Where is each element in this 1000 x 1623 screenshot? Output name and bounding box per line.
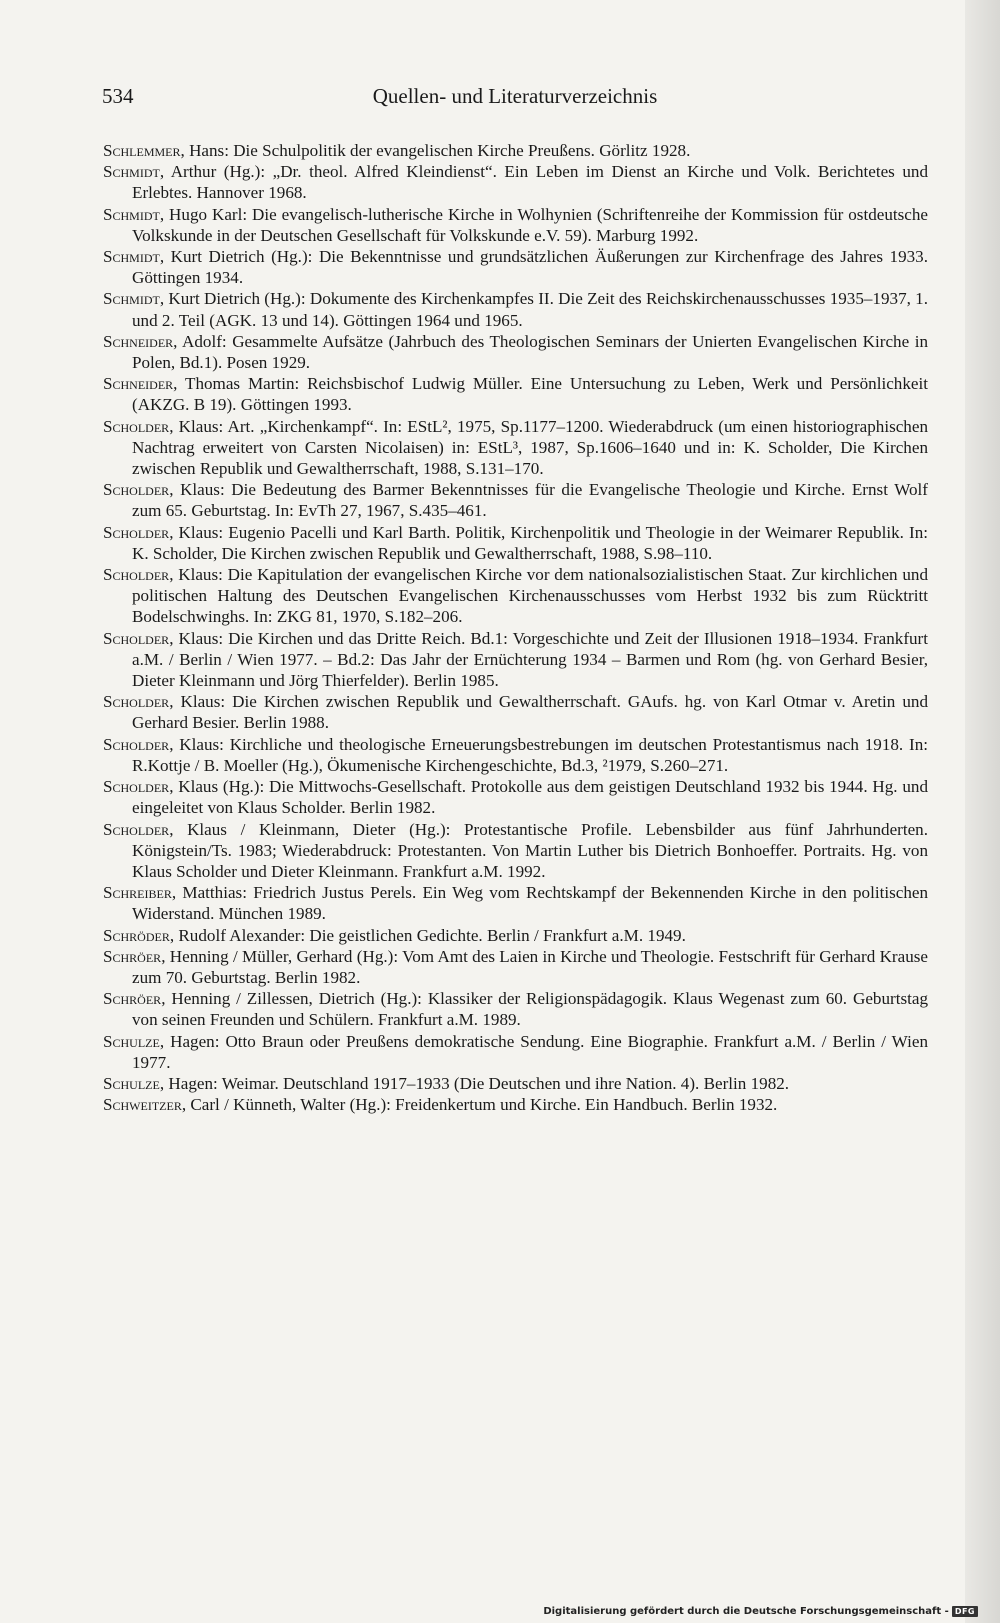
entry-author: Scholder	[103, 565, 170, 585]
entry-author: Schlemmer	[103, 141, 181, 160]
bibliography-entry	[103, 373, 928, 415]
page-edge	[965, 0, 1000, 1623]
entry-text: , Klaus (Hg.): Die Mittwochs-Gesellschaft. Protokolle aus dem geistigen Deutschland 1932 bis 1944. Hg. und eingeleitet von Klaus Scholder. Berlin 1982.	[132, 777, 928, 818]
entry-author: Schröer	[103, 946, 162, 966]
entry-text: , Matthias: Friedrich Justus Perels. Ein Weg vom Rechtskampf der Bekennenden Kirche in den politischen Widerstand. München 1989.	[132, 883, 928, 924]
bibliography-entry	[103, 161, 928, 203]
entry-text: , Klaus: Die Kirchen zwischen Republik und Gewaltherrschaft. GAufs. hg. von Karl Otmar v. Aretin und Gerhard Besier. Berlin 1988.	[132, 692, 928, 733]
entry-text: , Hugo Karl: Die evangelisch-lutherische Kirche in Wolhynien (Schriftenreihe der Kommission für ostdeutsche Volkskunde in der Deutschen Gesellschaft für Volkskunde e.V. 59). Marburg 1992.	[132, 204, 928, 245]
bibliography-entry	[103, 1073, 928, 1094]
entry-author: Scholder	[103, 734, 170, 754]
entry-author: Scholder	[103, 628, 170, 648]
entry-text: , Henning / Müller, Gerhard (Hg.): Vom Amt des Laien in Kirche und Theologie. Festschrift für Gerhard Krause zum 70. Geburtstag. Berlin 1982.	[132, 946, 928, 987]
entry-author: Schweitzer	[103, 1095, 182, 1115]
entry-text: , Klaus: Die Bedeutung des Barmer Bekenntnisses für die Evangelische Theologie und Kirche. Ernst Wolf zum 65. Geburtstag. In: EvTh 27, 1967, S.435–461.	[132, 480, 928, 521]
bibliography-entry	[103, 522, 928, 564]
bibliography-entry	[103, 1094, 928, 1115]
bibliography-entry	[103, 288, 928, 330]
entry-text: , Rudolf Alexander: Die geistlichen Gedichte. Berlin / Frankfurt a.M. 1949.	[169, 925, 686, 945]
entry-text: , Hans: Die Schulpolitik der evangelischen Kirche Preußens. Görlitz 1928.	[180, 141, 691, 160]
bibliography-entry	[103, 946, 928, 988]
footer-credit: Digitalisierung gefördert durch die Deutsche Forschungsgemeinschaft -	[543, 1606, 949, 1617]
entry-author: Schulze	[103, 1031, 160, 1051]
entry-text: , Kurt Dietrich (Hg.): Die Bekenntnisse und grundsätzlichen Äußerungen zur Kirchenfrage des Jahres 1933. Göttingen 1934.	[132, 247, 928, 288]
entry-author: Scholder	[103, 416, 170, 436]
entry-text: , Klaus: Kirchliche und theologische Erneuerungsbestrebungen im deutschen Protestantismus nach 1918. In: R.Kottje / B. Moeller (Hg.), Ökumenische Kirchengeschichte, Bd.3, ²1979, S.260–271.	[132, 734, 928, 775]
bibliography-entry	[103, 734, 928, 776]
entry-author: Schneider	[103, 374, 174, 394]
entry-text: , Henning / Zillessen, Dietrich (Hg.): Klassiker der Religionspädagogik. Klaus Wegenast zum 60. Geburtstag von seinen Freunden und Schülern. Frankfurt a.M. 1989.	[132, 989, 928, 1030]
entry-author: Schreiber	[103, 883, 172, 903]
entry-author: Schmidt	[103, 247, 160, 267]
dfg-logo-icon: DFG	[952, 1606, 978, 1617]
entry-author: Schmidt	[103, 162, 160, 182]
entry-text: , Thomas Martin: Reichsbischof Ludwig Müller. Eine Untersuchung zu Leben, Werk und Persönlichkeit (AKZG. B 19). Göttingen 1993.	[132, 374, 928, 415]
bibliography-entry	[103, 564, 928, 628]
bibliography-entry	[103, 479, 928, 521]
entry-author: Scholder	[103, 480, 170, 500]
bibliography-entry	[103, 776, 928, 818]
entry-text: , Kurt Dietrich (Hg.): Dokumente des Kirchenkampfes II. Die Zeit des Reichskirchenausschusses 1935–1937, 1. und 2. Teil (AGK. 13 und 14). Göttingen 1964 und 1965.	[132, 289, 928, 330]
entry-text: , Hagen: Otto Braun oder Preußens demokratische Sendung. Eine Biographie. Frankfurt a.M. / Berlin / Wien 1977.	[132, 1031, 928, 1072]
bibliography-entry	[103, 416, 928, 480]
entry-author: Scholder	[103, 692, 170, 712]
bibliography-entry	[103, 925, 928, 946]
entry-text: , Carl / Künneth, Walter (Hg.): Freidenkertum und Kirche. Ein Handbuch. Berlin 1932.	[181, 1095, 778, 1115]
entry-author: Schneider	[103, 331, 174, 351]
entry-text: , Klaus: Die Kapitulation der evangelischen Kirche vor dem nationalsozialistischen Staat. Zur kirchlichen und politischen Haltung des Deutschen Evangelischen Kirchenausschusses vom Herbst 1932 bis zum Rücktritt Bodelschwinghs. In: ZKG 81, 1970, S.182–206.	[132, 565, 928, 627]
entry-text: , Klaus: Art. „Kirchenkampf“. In: EStL², 1975, Sp.1177–1200. Wiederabdruck (um einen historiographischen Nachtrag erweitert von Carsten Nicolaisen) in: EStL³, 1987, Sp.1606–1640 und in: K. Scholder, Die Kirchen zwischen Republik und Gewaltherrschaft, 1988, S.131–170.	[132, 416, 928, 479]
entry-text: , Klaus / Kleinmann, Dieter (Hg.): Protestantische Profile. Lebensbilder aus fünf Jahrhunderten. Königstein/Ts. 1983; Wiederabdruck: Protestanten. Von Martin Luther bis Dietrich Bonhoeffer. Portraits. Hg. von Klaus Scholder und Dieter Kleinmann. Frankfurt a.M. 1992.	[132, 819, 928, 881]
bibliography-entry	[103, 246, 928, 288]
bibliography-entry	[103, 204, 928, 246]
page-number: 534	[102, 84, 134, 108]
bibliography-entry	[103, 988, 928, 1030]
entry-author: Scholder	[103, 777, 170, 797]
running-head: Quellen- und Literaturverzeichnis	[372, 84, 658, 108]
entry-author: Scholder	[103, 819, 170, 839]
entry-author: Schulze	[103, 1073, 160, 1093]
entry-author: Schröder	[103, 925, 170, 945]
entry-author: Schröer	[103, 989, 162, 1009]
bibliography-entry	[103, 819, 928, 883]
digitization-footer	[543, 1606, 978, 1617]
entry-text: , Hagen: Weimar. Deutschland 1917–1933 (Die Deutschen und ihre Nation. 4). Berlin 1982.	[159, 1073, 790, 1093]
entry-author: Scholder	[103, 522, 170, 542]
entry-author: Schmidt	[103, 289, 160, 309]
bibliography-entry	[103, 628, 928, 692]
bibliography-entry	[103, 140, 928, 161]
bibliography-entry	[103, 331, 928, 373]
bibliography-list	[103, 140, 928, 1115]
entry-text: , Klaus: Eugenio Pacelli und Karl Barth. Politik, Kirchenpolitik und Theologie in der Weimarer Republik. In: K. Scholder, Die Kirchen zwischen Republik und Gewaltherrschaft, 1988, S.98–110.	[132, 522, 928, 563]
page-header	[100, 84, 930, 112]
bibliography-entry	[103, 1031, 928, 1073]
entry-text: , Arthur (Hg.): „Dr. theol. Alfred Kleindienst“. Ein Leben im Dienst an Kirche und Volk. Berichtetes und Erlebtes. Hannover 1968.	[132, 162, 928, 203]
entry-text: , Adolf: Gesammelte Aufsätze (Jahrbuch des Theologischen Seminars der Unierten Evangelischen Kirche in Polen, Bd.1). Posen 1929.	[132, 331, 928, 373]
entry-text: , Klaus: Die Kirchen und das Dritte Reich. Bd.1: Vorgeschichte und Zeit der Illusionen 1918–1934. Frankfurt a.M. / Berlin / Wien 1977. – Bd.2: Das Jahr der Ernüchterung 1934 – Barmen und Rom (hg. von Gerhard Besier, Dieter Kleinmann und Jörg Thierfelder). Berlin 1985.	[132, 628, 928, 691]
entry-author: Schmidt	[103, 204, 160, 224]
bibliography-entry	[103, 691, 928, 733]
bibliography-entry	[103, 882, 928, 924]
